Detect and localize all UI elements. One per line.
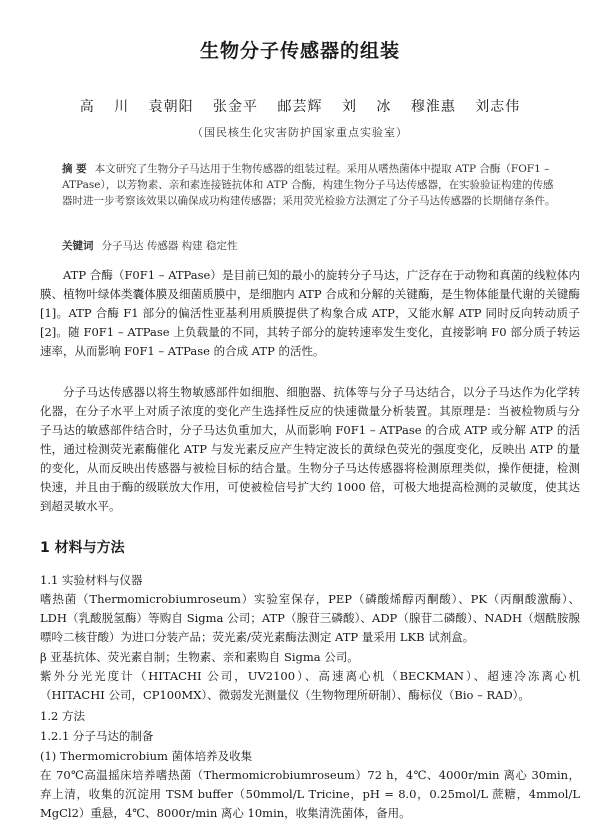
materials-paragraph-2: β 亚基抗体、荧光素自制；生物素、亲和素购自 Sigma 公司。 xyxy=(40,650,359,664)
section-heading-materials-methods: 1 材料与方法 xyxy=(40,540,125,556)
keywords xyxy=(62,238,562,253)
intro-paragraph-2: 分子马达传感器以将生物敏感部件如细胞、细胞器、抗体等与分子马达结合，以分子马达作为化学转化器，在分子水平上对质子浓度的变化产生选择性反应的快速微量分析装置。其原理是：当被检物质与分子马达的敏感部件结合时，分子马达负重加大，从而影响 F0F1 – ATPase 的合成 ATP 或分解 ATP 的活性，通过检测荧光素酶催化 ATP 与发光素反应产生特定波长的黄绿色荧光的强度变化，反映出 ATP 的量的变化，从而反映出传感器与被检目标的结合量。生物分子马达传感器将检测原理类似，操作便捷，检测快速，并且由于酶的级联放大作用，可使被检信号扩大约 1000 倍，可极大地提高检测的灵敏度，使其达到超灵敏水平。 xyxy=(40,385,580,513)
step-heading-culture: (1) Thermomicrobium 菌体培养及收集 xyxy=(40,749,253,763)
subsection-heading-materials: 1.1 实验材料与仪器 xyxy=(40,573,143,587)
culture-paragraph: 在 70℃高温摇床培养嗜热菌（Thermomicrobiumroseum）72 h，4℃、4000r/min 离心 30min，弃上清，收集的沉淀用 TSM buffer（50mmol/L Tricine，pH = 8.0，0.25mol/L 蔗糖，4mmol/L MgCl2）重悬，4℃、8000r/min 离心 10min，收集清洗菌体，备用。 xyxy=(40,768,580,820)
author-list: 高 川 袁朝阳 张金平 邮芸辉 刘 冰 穆淮惠 刘志伟 xyxy=(79,99,521,115)
abstract xyxy=(62,161,562,209)
abstract-label: 摘 要 xyxy=(62,163,87,175)
materials-paragraph-1: 嗜热菌（Thermomicrobiumroseum）实验室保存，PEP（磷酸烯醇丙酮酸）、PK（丙酮酸激酶）、LDH（乳酸脱氢酶）等购自 Sigma 公司；ATP（腺苷三磷酸）、ADP（腺苷二磷酸）、NADH（烟酰胺腺嘌呤二核苷酸）为进口分装产品；荧光素/荧光素酶法测定 ATP 量采用 LKB 试剂盒。 xyxy=(40,592,580,644)
affiliation: （国民核生化灾害防护国家重点实验室） xyxy=(192,126,408,139)
intro-paragraph-1: ATP 合酶（F0F1 – ATPase）是目前已知的最小的旋转分子马达，广泛存在于动物和真菌的线粒体内膜、植物叶绿体类囊体膜及细菌质膜中，是细胞内 ATP 合成和分解的关键酶，是生物体能量代谢的关键酶 [1]。ATP 合酶 F1 部分的偏活性亚基利用质膜提供了构象合成 ATP，又能水解 ATP 同时反向转动质子 [2]。随 F0F1 – ATPase 上负载量的不同，其转子部分的旋转速率发生变化，直接影响 F0 部分质子转运速率，从而影响 F0F1 – ATPase 的合成 ATP 的活性。 xyxy=(40,268,580,358)
keywords-label: 关键词 xyxy=(62,240,94,252)
abstract-text: 本文研究了生物分子马达用于生物传感器的组装过程。采用从嗜热菌体中提取 ATP 合酶（FOF1 – ATPase），以芳物素、亲和素连接链抗体和 ATP 合酶，构建生物分子马达传感器，在实验验证构建的传感器时进一步考察该效果以确保成功构建传感器；采用荧光检验方法测定了分子马达传感器的长期储存条件。 xyxy=(62,163,556,207)
materials-paragraph-3: 紫外分光光度计（HITACHI 公司，UV2100）、高速离心机（BECKMAN）、超速冷冻离心机（HITACHI 公司，CP100MX）、微弱发光测量仪（生物物理所研制）、酶标仪（Bio – RAD）。 xyxy=(40,669,580,702)
keywords-text: 分子马达 传感器 构建 稳定性 xyxy=(101,240,238,252)
subsection-heading-methods: 1.2 方法 xyxy=(40,709,85,723)
subsubsection-heading-motor-prep: 1.2.1 分子马达的制备 xyxy=(40,729,154,743)
paper-title: 生物分子传感器的组装 xyxy=(199,40,400,62)
